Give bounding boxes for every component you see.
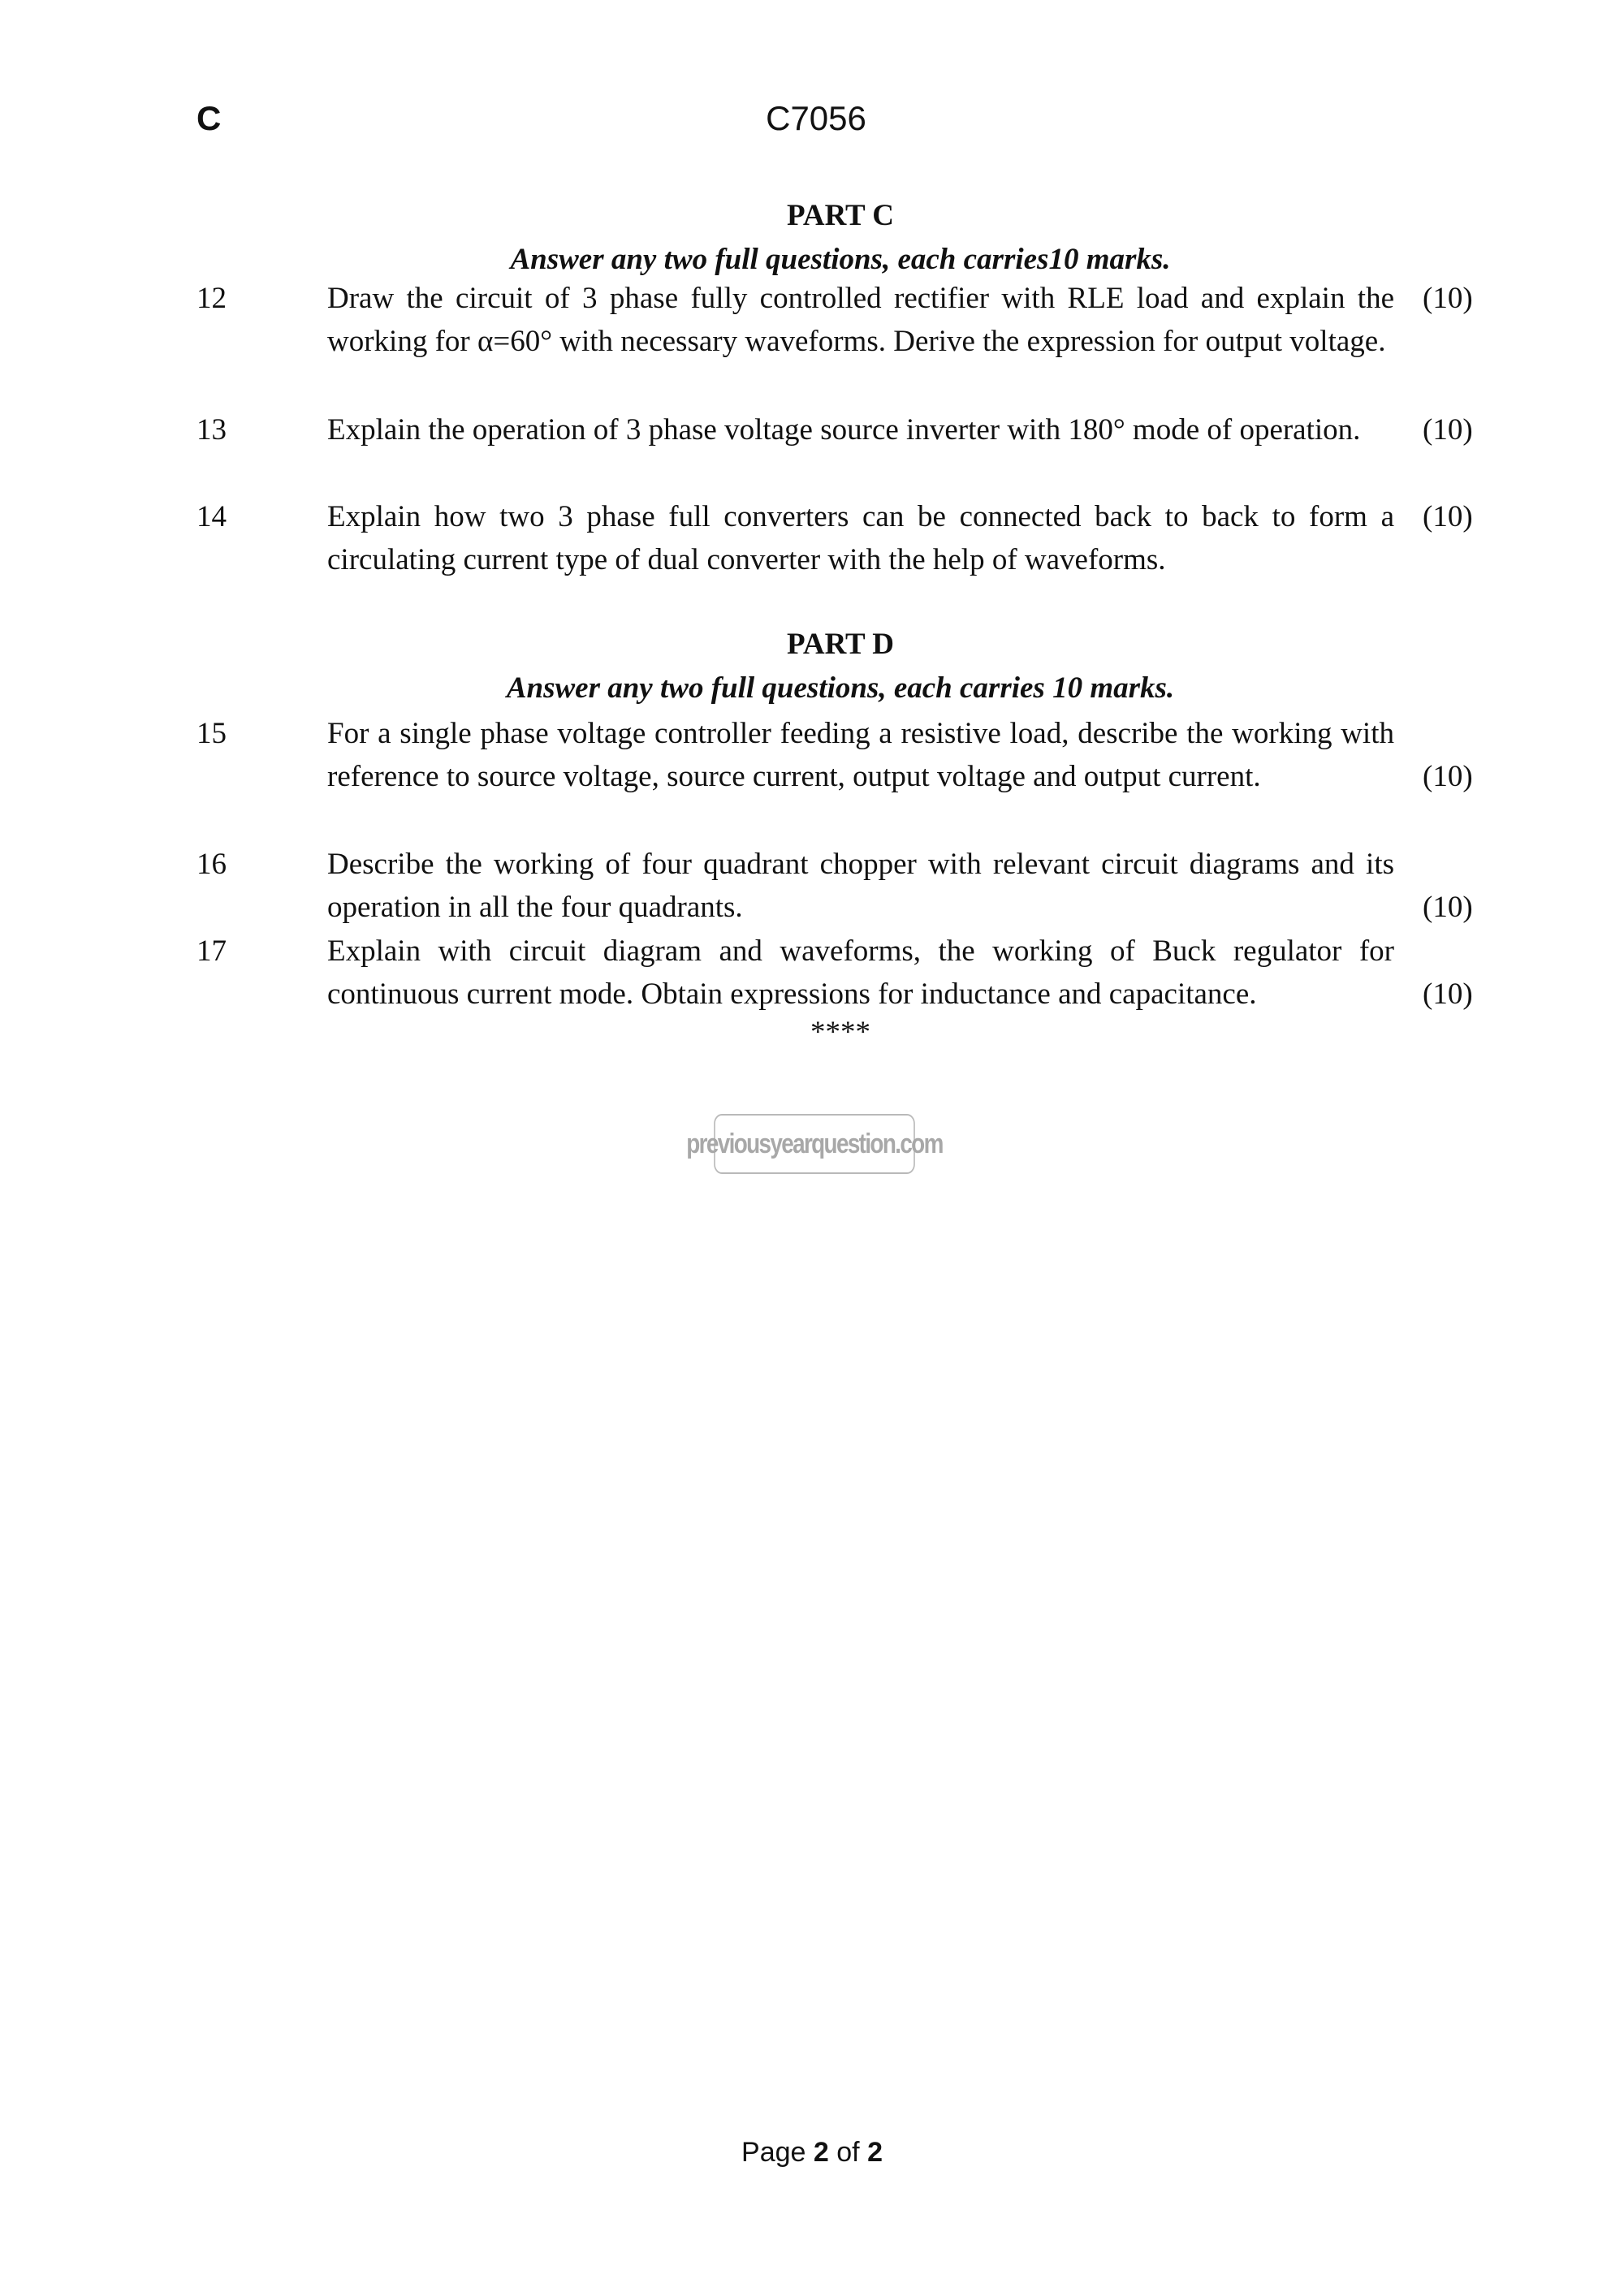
- paper-code: C7056: [766, 99, 866, 137]
- part-d-instruction: Answer any two full questions, each carries 10 marks.: [506, 671, 1175, 705]
- question-text: Explain with circuit diagram and waveforms, the working of Buck regulator for continuous current mode. Obtain expressions for inductance and capacitance.: [327, 934, 1394, 1011]
- question-text: Explain how two 3 phase full converters can be connected back to back to form a circulating current type of dual converter with the help of waveforms.: [327, 500, 1394, 576]
- question-number: 16: [197, 848, 227, 881]
- page-footer: [0, 2137, 1624, 2169]
- question-marks: (10): [1423, 891, 1473, 924]
- question-number: 17: [197, 934, 227, 968]
- end-marker: ****: [810, 1016, 870, 1049]
- part-d-title: PART D: [787, 628, 894, 661]
- question-number: 14: [197, 500, 227, 533]
- question-text: Explain the operation of 3 phase voltage source inverter with 180° mode of operation.: [327, 413, 1361, 447]
- question-number: 15: [197, 717, 227, 750]
- question-text: Draw the circuit of 3 phase fully controlled rectifier with RLE load and explain the working for α=60° with necessary waveforms. Derive the expression for output voltage.: [327, 282, 1394, 358]
- question-marks: (10): [1423, 500, 1473, 533]
- question-number: 12: [197, 282, 227, 315]
- footer-current-page: 2: [813, 2137, 829, 2168]
- footer-prefix: Page: [741, 2137, 806, 2168]
- footer-of: of: [836, 2137, 860, 2168]
- footer-total-pages: 2: [867, 2137, 883, 2168]
- question-text: Describe the working of four quadrant chopper with relevant circuit diagrams and its operation in all the four quadrants.: [327, 848, 1394, 924]
- part-c-title: PART C: [787, 199, 894, 232]
- set-code: C: [197, 99, 222, 137]
- question-number: 13: [197, 413, 227, 447]
- question-text: For a single phase voltage controller feeding a resistive load, describe the working with reference to source voltage, source current, output voltage and output current.: [327, 717, 1394, 793]
- part-c-instruction: Answer any two full questions, each carries10 marks.: [510, 243, 1171, 276]
- question-marks: (10): [1423, 978, 1473, 1011]
- question-marks: (10): [1423, 760, 1473, 793]
- question-marks: (10): [1423, 282, 1473, 315]
- question-marks: (10): [1423, 413, 1473, 447]
- watermark-logo: previousyearquestion.com: [714, 1114, 915, 1174]
